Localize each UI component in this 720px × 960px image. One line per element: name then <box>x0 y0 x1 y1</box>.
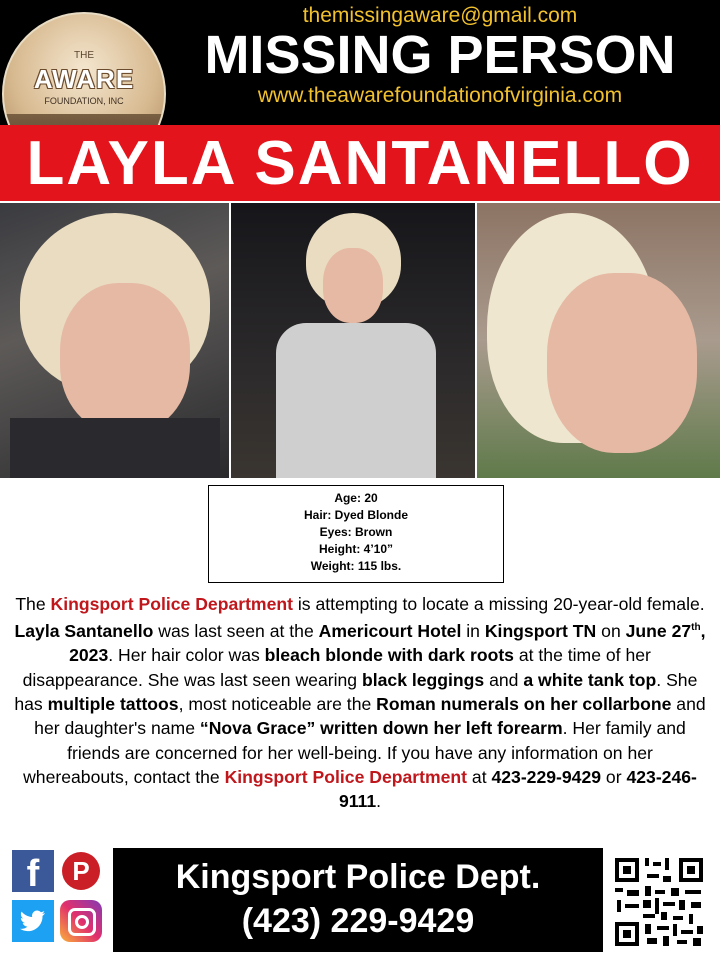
stat-height: Height: 4’10” <box>318 542 393 556</box>
social-icons <box>12 850 104 948</box>
twitter-icon[interactable] <box>12 900 54 942</box>
photo-3 <box>477 203 720 478</box>
logo-the: THE <box>74 50 94 61</box>
stat-age: Age: 20 <box>334 491 378 505</box>
website-link[interactable]: www.theawarefoundationofvirginia.com <box>257 84 623 107</box>
agency-mention-2: Kingsport Police Department <box>224 766 468 787</box>
description-paragraph: The Kingsport Police Department is attempting to locate a missing 20-year-old female. Layla Santanello was last seen at the Americourt Hotel in Kingsport TN on June 27th, 2023. Her hair color was bleach blonde with dark roots at the time of her disappearance. She was last seen wearing black leggings and a white tank top. She has multiple tattoos, most noticeable are the Roman numerals on her collarbone and her daughter's name “Nova Grace” written down her left forearm. Her family and friends are concerned for her well-being. If you have any information on her whereabouts, contact the Kingsport Police Department at 423-229-9429 or 423-246-9111. <box>14 594 706 812</box>
phone-1: 423-229-9429 <box>491 766 602 787</box>
contact-agency: Kingsport Police Dept. <box>175 858 541 896</box>
stat-eyes: Eyes: Brown <box>319 525 393 539</box>
photo-strip <box>0 203 720 478</box>
phone-2: 423-246-9111 <box>338 766 697 812</box>
facebook-icon[interactable]: f <box>12 850 54 892</box>
missing-person-name: LAYLA SANTANELLO <box>26 129 694 198</box>
agency-mention: Kingsport Police Department <box>50 594 293 614</box>
contact-phone[interactable]: (423) 229-9429 <box>241 902 475 940</box>
qr-code[interactable] <box>611 854 707 950</box>
logo-aware: AWARE <box>33 64 135 94</box>
instagram-icon[interactable] <box>60 900 102 942</box>
photo-2 <box>231 203 475 478</box>
stat-weight: Weight: 115 lbs. <box>310 559 402 573</box>
pinterest-icon[interactable]: P <box>60 850 102 892</box>
contact-email[interactable]: themissingaware@gmail.com <box>302 4 578 27</box>
page-title: MISSING PERSON <box>204 25 676 85</box>
stat-hair: Hair: Dyed Blonde <box>303 508 408 522</box>
logo-foundation: FOUNDATION, INC <box>44 96 124 106</box>
physical-description-box <box>208 485 504 583</box>
contact-box <box>113 848 603 952</box>
photo-1 <box>0 203 229 478</box>
